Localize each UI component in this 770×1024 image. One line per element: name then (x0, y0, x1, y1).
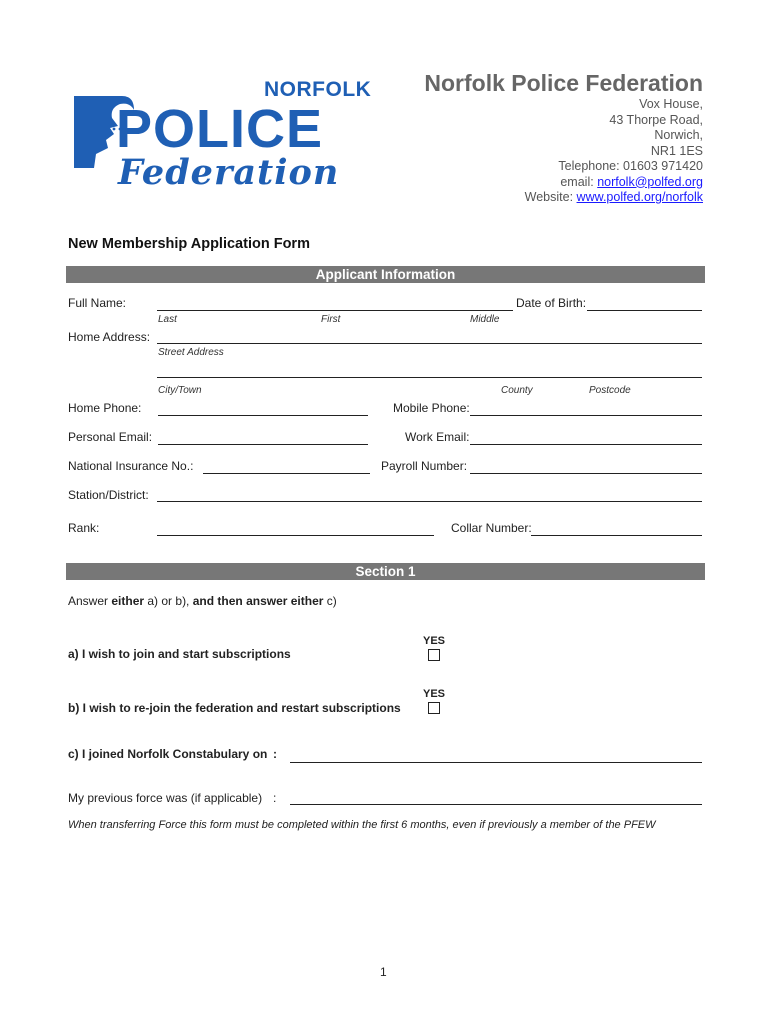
station-field[interactable] (157, 501, 702, 502)
payroll-field[interactable] (470, 473, 702, 474)
last-name-hint: Last (158, 314, 177, 325)
federation-logo (72, 78, 372, 193)
option-a-yes-label: YES (423, 635, 446, 647)
instr-text: Answer (68, 594, 112, 608)
address-line: NR1 1ES (650, 143, 703, 158)
rank-field[interactable] (157, 535, 434, 536)
street-address-hint: Street Address (158, 347, 224, 358)
option-c-label: c) I joined Norfolk Constabulary on (68, 747, 268, 761)
middle-name-hint: Middle (470, 314, 500, 325)
personal-email-label: Personal Email: (68, 430, 153, 444)
instr-text: a) or b), (144, 594, 193, 608)
work-email-field[interactable] (470, 444, 702, 445)
city-town-hint: City/Town (158, 385, 202, 396)
mobile-phone-label: Mobile Phone: (393, 401, 470, 415)
email-label: email: (560, 174, 594, 189)
section1-header: Section 1 (66, 563, 705, 580)
station-label: Station/District: (68, 488, 149, 502)
logo-norfolk-text: NORFOLK (264, 78, 372, 101)
instr-text: c) (323, 594, 337, 608)
home-phone-label: Home Phone: (68, 401, 142, 415)
website-link[interactable]: www.polfed.org/norfolk (576, 190, 703, 204)
full-name-label: Full Name: (68, 296, 127, 310)
form-title: New Membership Application Form (68, 236, 310, 252)
option-a-label: a) I wish to join and start subscriptions (68, 647, 291, 661)
previous-force-colon: : (273, 791, 277, 805)
instr-bold: either (111, 594, 145, 608)
address-line: Norwich, (654, 128, 703, 142)
logo-police-text: POLICE (116, 99, 324, 159)
county-hint: County (501, 385, 533, 396)
work-email-label: Work Email: (405, 430, 470, 444)
applicant-section-header: Applicant Information (66, 266, 705, 283)
transfer-note: When transferring Force this form must be completed within the first 6 months, even if previously a member of the PFEW (68, 819, 656, 831)
telephone: Telephone: 01603 971420 (558, 159, 703, 173)
dob-label: Date of Birth: (516, 296, 587, 310)
rank-label: Rank: (68, 521, 100, 535)
section1-instructions (68, 594, 337, 608)
email-link[interactable]: norfolk@polfed.org (597, 174, 703, 189)
option-a-yes-checkbox[interactable] (428, 649, 440, 661)
website-row (525, 190, 703, 206)
city-county-postcode-field[interactable] (157, 377, 702, 378)
logo-federation-text: Federation (118, 152, 340, 193)
option-b-label: b) I wish to re-join the federation and restart subscriptions (68, 701, 401, 715)
home-address-label: Home Address: (68, 330, 151, 344)
instr-bold: and then answer either (192, 594, 324, 608)
page-number: 1 (380, 965, 387, 979)
option-b-yes-label: YES (423, 688, 446, 700)
previous-force-label: My previous force was (if applicable) (68, 791, 263, 805)
first-name-hint: First (321, 314, 341, 325)
joined-date-field[interactable] (290, 762, 702, 763)
collar-label: Collar Number: (451, 521, 532, 535)
street-address-field[interactable] (157, 343, 702, 344)
contact-block (525, 97, 703, 206)
postcode-hint: Postcode (589, 385, 631, 396)
dob-field[interactable] (587, 310, 702, 311)
option-c-colon: : (273, 747, 277, 761)
email-row (525, 175, 703, 191)
payroll-label: Payroll Number: (381, 459, 468, 473)
full-name-field[interactable] (157, 310, 513, 311)
collar-field[interactable] (531, 535, 702, 536)
website-label: Website: (524, 190, 574, 204)
address-line: Vox House, (639, 97, 703, 111)
option-b-yes-checkbox[interactable] (428, 702, 440, 714)
personal-email-field[interactable] (158, 444, 368, 445)
home-phone-field[interactable] (158, 415, 368, 416)
address-line: 43 Thorpe Road, (609, 112, 703, 127)
previous-force-field[interactable] (290, 804, 702, 805)
ni-label: National Insurance No.: (68, 459, 194, 473)
org-name: Norfolk Police Federation (424, 70, 703, 96)
ni-field[interactable] (203, 473, 370, 474)
mobile-phone-field[interactable] (470, 415, 702, 416)
